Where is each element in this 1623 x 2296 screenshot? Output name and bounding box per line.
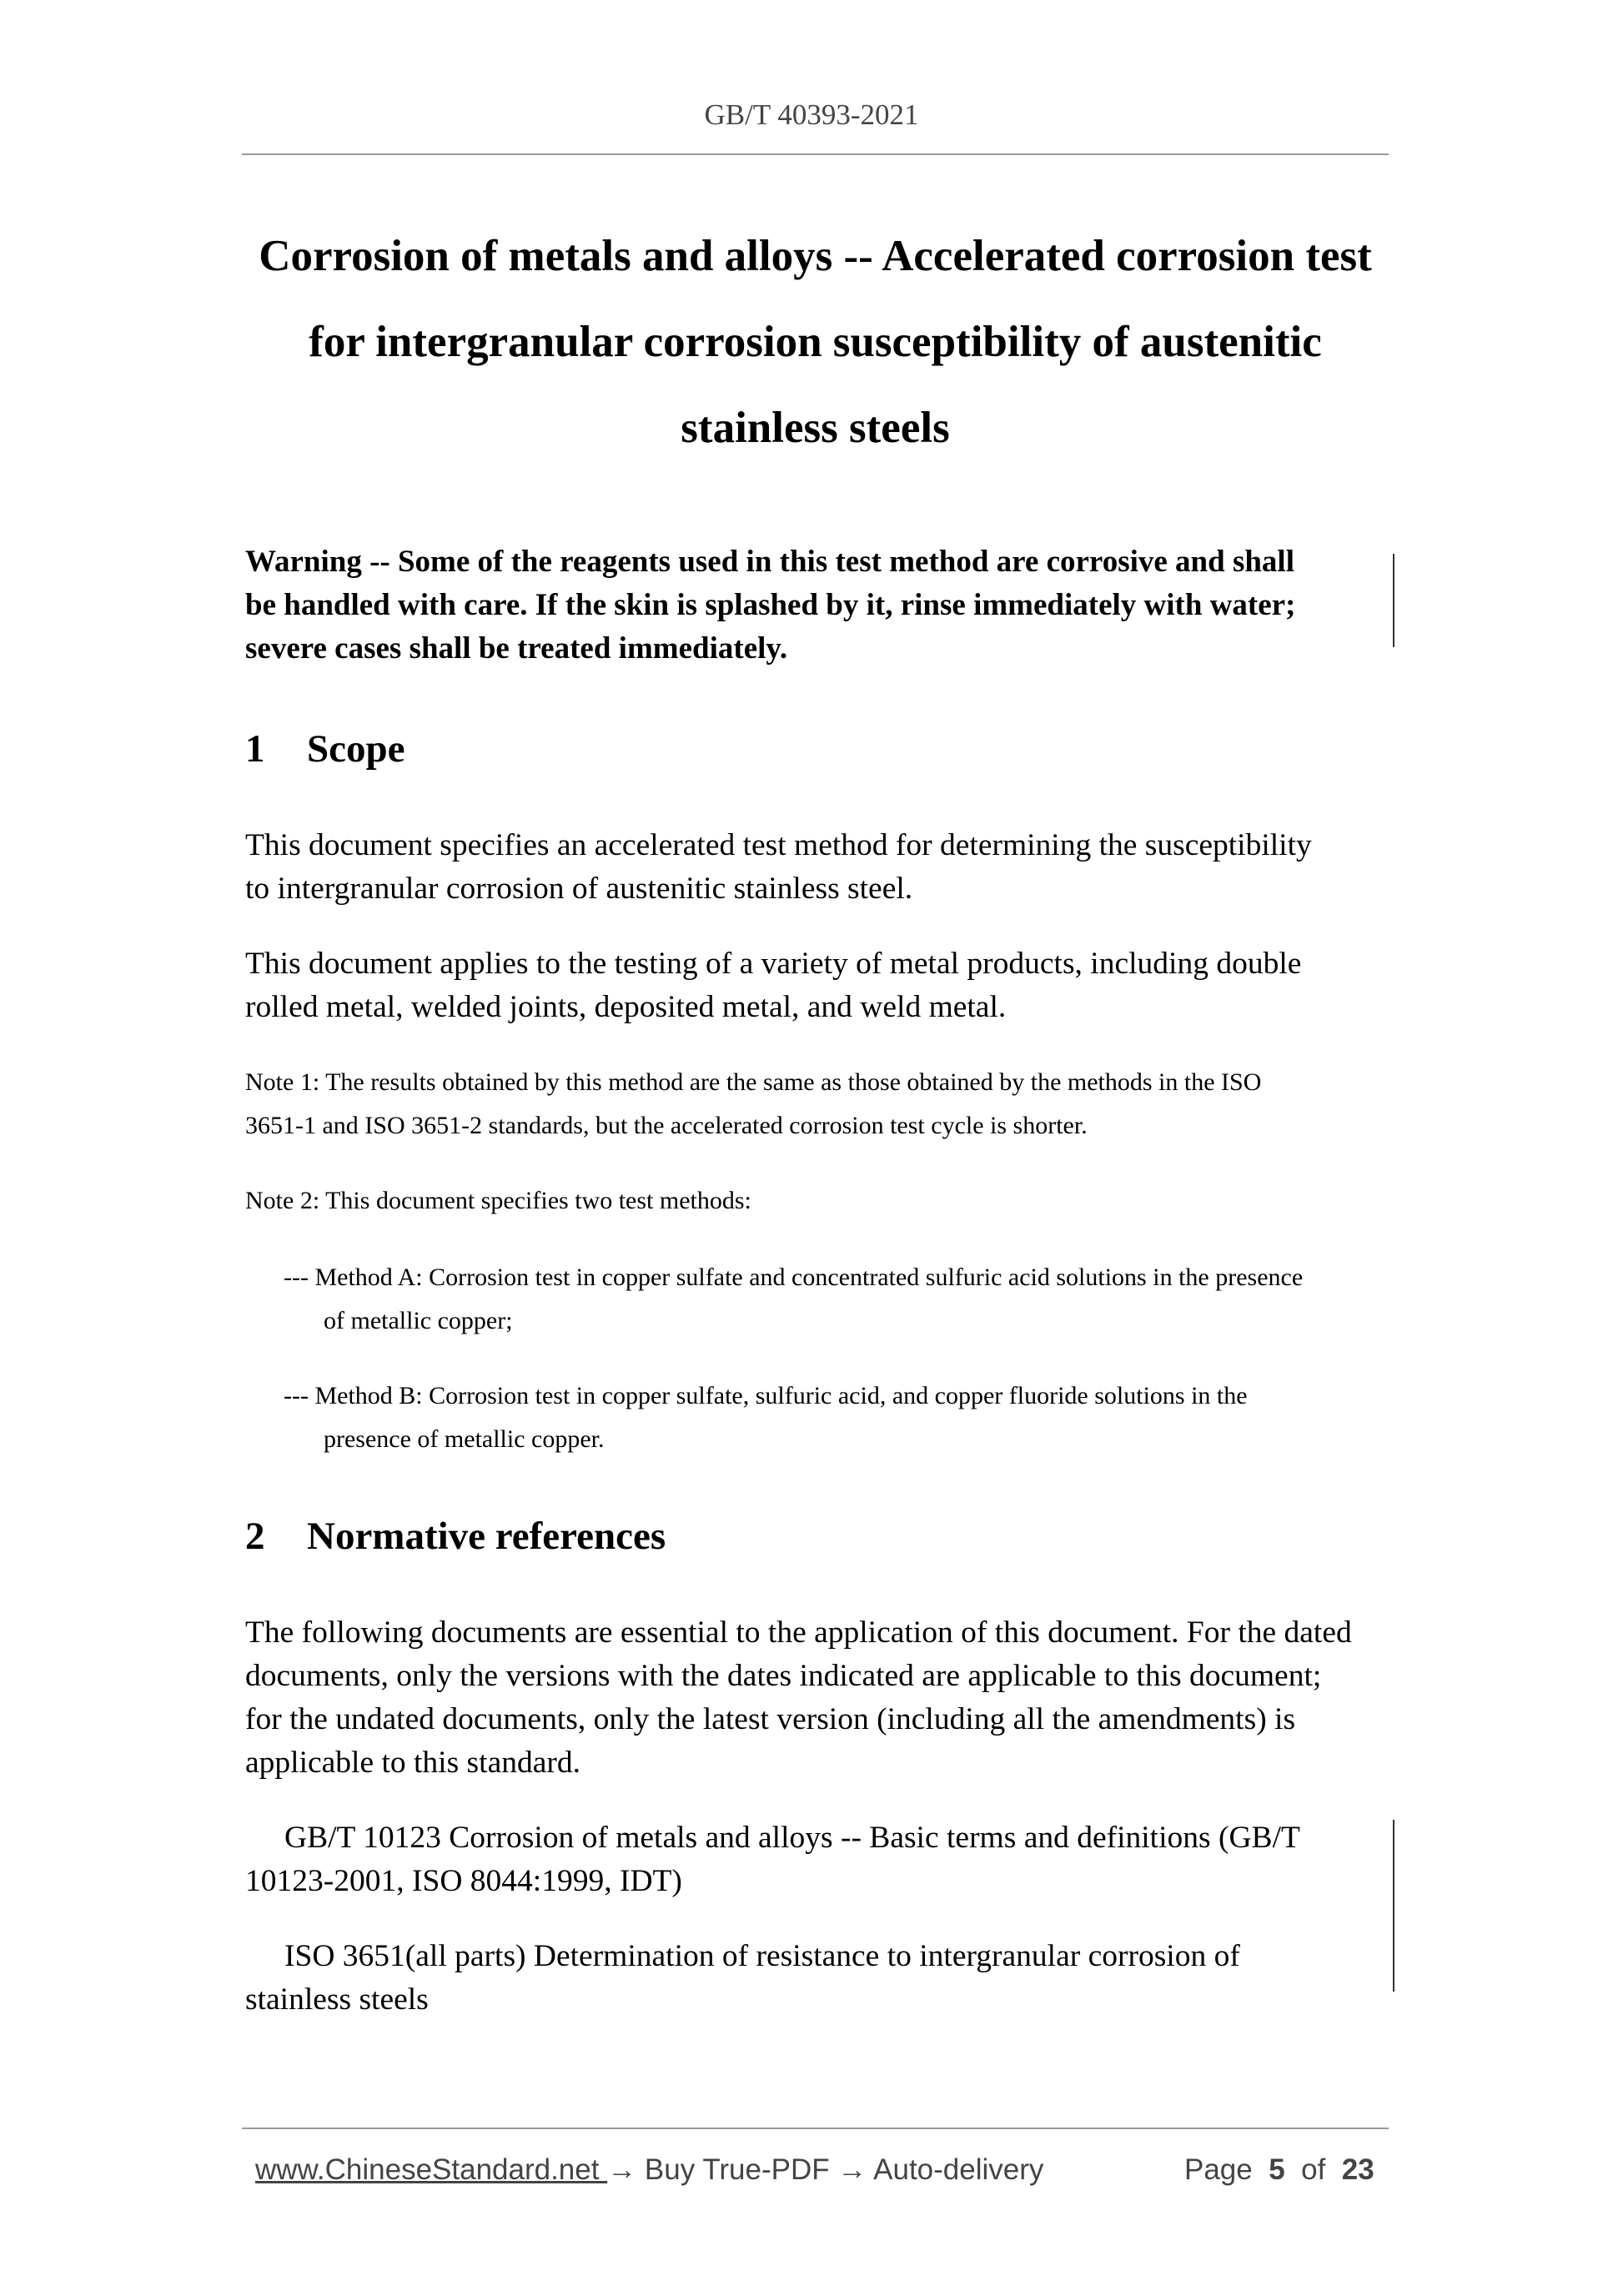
scope-paragraph-2: This document applies to the testing of a variety of metal products, including double rolled metal, welded joints, deposited metal, and weld metal. — [245, 947, 1302, 1024]
title-line: stainless steels — [681, 404, 950, 452]
page-number: 5 — [1269, 2153, 1285, 2186]
section-heading-normative-references — [245, 1511, 666, 1561]
normative-paragraph: The following documents are essential to the application of this document. For the dated documents, only the versions with the dates indicated are applicable to this document; for the undated documents, only the latest version (including all the amendments) is applicable to this standard. — [245, 1615, 1352, 1780]
scope-paragraph-1: This document specifies an accelerated test method for determining the susceptibility to intergranular corrosion of austenitic stainless steel. — [245, 828, 1312, 906]
method-a-item: --- Method A: Corrosion test in copper sulfate and concentrated sulfuric acid solutions in the presence of metallic copper; — [284, 1264, 1304, 1334]
title-line: for intergranular corrosion susceptibility of austenitic — [309, 318, 1322, 366]
section-number: 1 — [245, 727, 265, 771]
section-title: Scope — [307, 727, 405, 771]
reference-gbt-10123: GB/T 10123 Corrosion of metals and alloys -- Basic terms and definitions (GB/T 10123-2001, ISO 8044:1999, IDT) — [245, 1821, 1300, 1898]
warning-paragraph: Warning -- Some of the reagents used in this test method are corrosive and shall be handled with care. If the skin is splashed by it, rinse immediately with water; severe cases shall be treated immediately. — [245, 545, 1296, 666]
note-2: Note 2: This document specifies two test methods: — [245, 1187, 751, 1214]
total-pages: 23 — [1341, 2153, 1374, 2186]
footer-rule — [242, 2128, 1389, 2129]
header-standard-code: GB/T 40393-2021 — [704, 98, 919, 131]
document-title — [242, 214, 1389, 471]
change-bar — [1393, 1820, 1394, 1992]
header-rule — [242, 153, 1389, 155]
reference-iso-3651: ISO 3651(all parts) Determination of resistance to intergranular corrosion of stainless steels — [245, 1939, 1240, 2017]
note-1: Note 1: The results obtained by this method are the same as those obtained by the methods in the ISO 3651-1 and ISO 3651-2 standards, but the accelerated corrosion test cycle is shorter. — [245, 1068, 1262, 1139]
website-link[interactable]: www.ChineseStandard.net — [255, 2153, 608, 2186]
section-title: Normative references — [307, 1515, 666, 1558]
section-heading-scope — [245, 724, 405, 774]
section-number: 2 — [245, 1515, 265, 1558]
page-indicator: Page 5 of 23 — [1184, 2153, 1374, 2186]
arrow-icon: → — [607, 2153, 637, 2186]
method-b-item: --- Method B: Corrosion test in copper sulfate, sulfuric acid, and copper fluoride solutions in the presence of metallic copper. — [284, 1382, 1248, 1453]
footer-promo: www.ChineseStandard.net → Buy True-PDF → Auto-delivery — [255, 2153, 1044, 2186]
arrow-icon: → — [837, 2153, 867, 2186]
title-line: Corrosion of metals and alloys -- Accelerated corrosion test — [259, 232, 1372, 280]
change-bar — [1393, 554, 1394, 647]
